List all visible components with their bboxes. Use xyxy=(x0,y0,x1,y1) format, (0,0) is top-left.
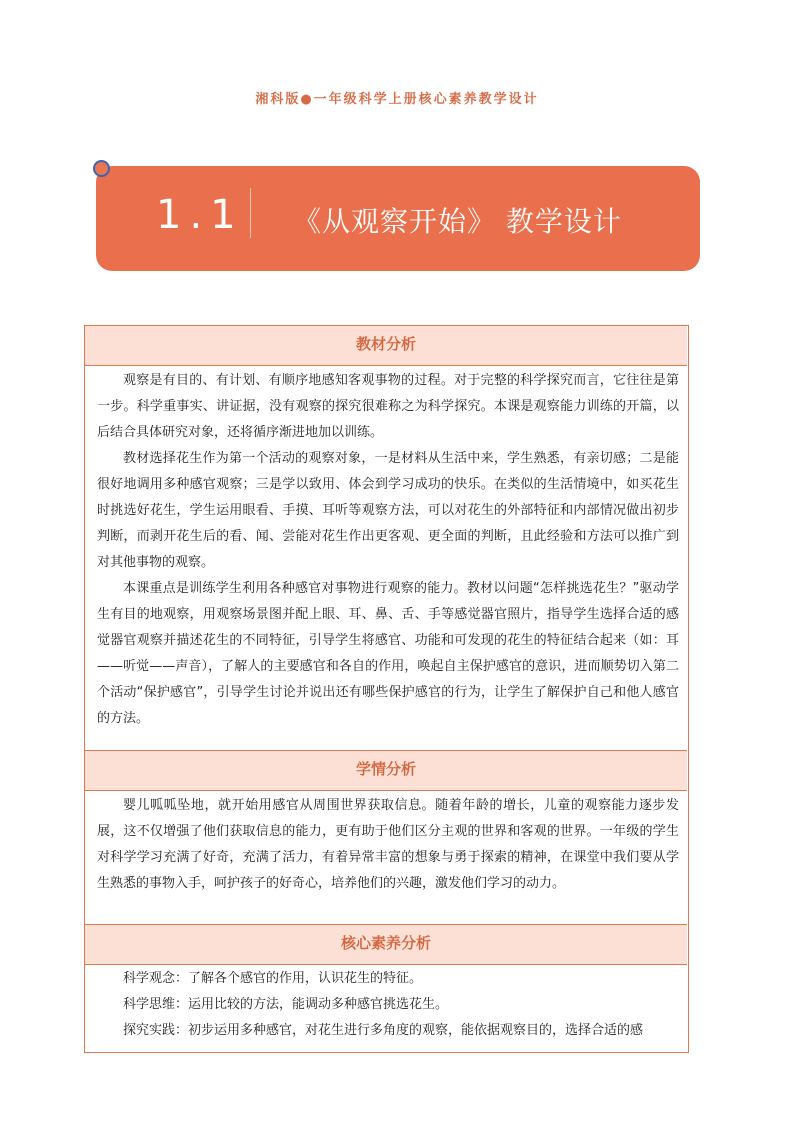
banner-dot-icon xyxy=(93,160,110,177)
section-heading-textbook: 教材分析 xyxy=(85,325,687,366)
lesson-number: 1.1 xyxy=(156,192,244,238)
lesson-title: 《从观察开始》 教学设计 xyxy=(293,205,622,238)
paragraph: 观察是有目的、有计划、有顺序地感知客观事物的过程。对于完整的科学探究而言，它往往是第一步。科学重事实、讲证据，没有观察的探究很难称之为科学探究。本课是观察能力训练的开篇，以后结合具体研究对象，还将循序渐进地加以训练。 xyxy=(97,373,679,440)
section-heading-core-literacy: 核心素养分析 xyxy=(85,924,687,965)
paragraph: 教材选择花生作为第一个活动的观察对象，一是材料从生活中来，学生熟悉，有亲切感；二是能很好地调用多种感官观察；三是学以致用、体会到学习成功的快乐。在类似的生活情境中，如买花生时挑选好花生，学生运用眼看、手摸、耳听等观察方法，可以对花生的外部特征和内部情况做出初步判断，而剥开花生后的看、闻、尝能对花生作出更客观、更全面的判断，且此经验和方法可以推广到对其他事物的观察。 xyxy=(97,451,679,570)
paragraph: 本课重点是训练学生利用各种感官对事物进行观察的能力。教材以问题“怎样挑选花生？”驱动学生有目的地观察，用观察场景图并配上眼、耳、鼻、舌、手等感觉器官照片，指导学生选择合适的感觉器官观察并描述花生的不同特征，引导学生将感官、功能和可发现的花生的特征结合起来（如：耳——听觉——声音），了解人的主要感官和各自的作用，唤起自主保护感官的意识，进而顺势切入第二个活动“保护感官”，引导学生讨论并说出还有哪些保护感官的行为，让学生了解保护自己和他人感官的方法。 xyxy=(97,581,679,726)
list-item: 科学观念：了解各个感官的作用，认识花生的特征。 xyxy=(123,971,423,986)
paragraph: 婴儿呱呱坠地，就开始用感官从周围世界获取信息。随着年龄的增长，儿童的观察能力逐步发展，这不仅增强了他们获取信息的能力，更有助于他们区分主观的世界和客观的世界。一年级的学生对科学学习充满了好奇，充满了活力，有着异常丰富的想象与勇于探索的精神，在课堂中我们要从学生熟悉的事物入手，呵护孩子的好奇心，培养他们的兴趣，激发他们学习的动力。 xyxy=(97,798,679,891)
analysis-table xyxy=(84,325,689,1053)
section-body-learner xyxy=(97,793,679,897)
section-body-textbook xyxy=(97,368,679,732)
banner-divider xyxy=(250,188,251,238)
list-item: 科学思维：运用比较的方法，能调动多种感官挑选花生。 xyxy=(123,997,449,1012)
section-body-core-literacy xyxy=(97,966,679,1044)
title-banner xyxy=(96,166,700,271)
section-heading-learner: 学情分析 xyxy=(85,750,687,791)
list-item: 探究实践：初步运用多种感官，对花生进行多角度的观察，能依据观察目的，选择合适的感 xyxy=(123,1023,644,1038)
running-header: 湘科版●一年级科学上册核心素养教学设计 xyxy=(255,92,539,107)
